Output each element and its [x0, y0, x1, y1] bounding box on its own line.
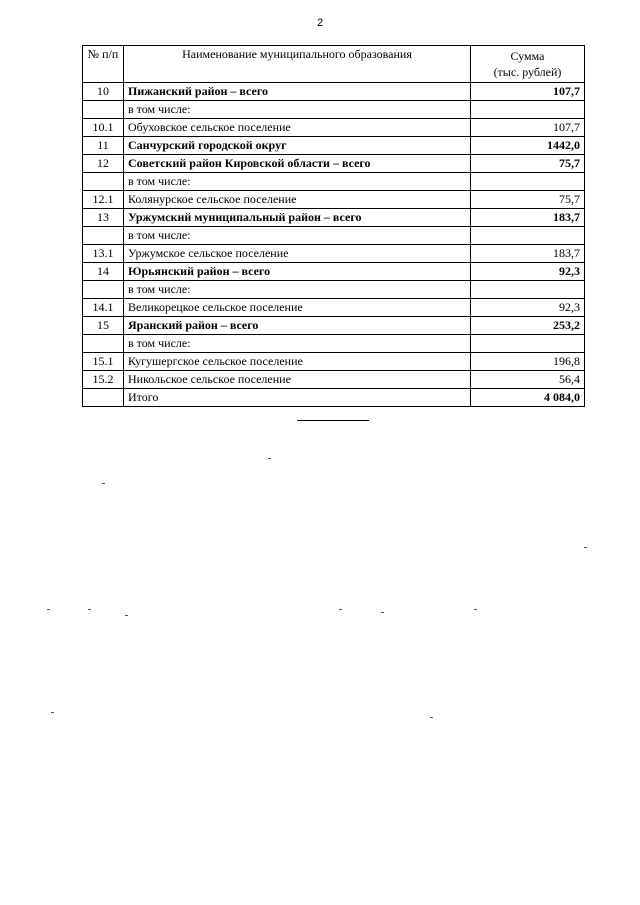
row-number: 13.1: [83, 245, 124, 263]
row-name: Колянурское сельское поселение: [124, 191, 471, 209]
scan-speck: [474, 609, 477, 610]
row-number: 15: [83, 317, 124, 335]
table-row: [83, 209, 585, 227]
column-header-sum-title: Сумма: [510, 49, 545, 63]
row-number: 14.1: [83, 299, 124, 317]
row-number: [83, 335, 124, 353]
table-row: [83, 227, 585, 245]
row-sum: 1442,0: [471, 137, 585, 155]
row-number: [83, 173, 124, 191]
row-number: 12: [83, 155, 124, 173]
budget-table: [82, 45, 585, 407]
row-name: Никольское сельское поселение: [124, 371, 471, 389]
row-name: Санчурский городской округ: [124, 137, 471, 155]
scan-speck: [88, 609, 91, 610]
scan-speck: [102, 483, 105, 484]
row-name: в том числе:: [124, 101, 471, 119]
table-row: [83, 371, 585, 389]
row-sum: 75,7: [471, 191, 585, 209]
table-row: [83, 101, 585, 119]
row-name: Уржумский муниципальный район – всего: [124, 209, 471, 227]
row-number: [83, 281, 124, 299]
row-sum: 253,2: [471, 317, 585, 335]
total-label: Итого: [124, 389, 471, 407]
row-name: Советский район Кировской области – всего: [124, 155, 471, 173]
row-number: 10: [83, 83, 124, 101]
row-name: Уржумское сельское поселение: [124, 245, 471, 263]
scan-speck: [47, 609, 50, 610]
table-row: [83, 245, 585, 263]
column-header-number: № п/п: [83, 46, 124, 83]
row-sum: 107,7: [471, 83, 585, 101]
total-number: [83, 389, 124, 407]
row-name: в том числе:: [124, 173, 471, 191]
row-sum: [471, 227, 585, 245]
row-sum: [471, 335, 585, 353]
table-row: [83, 281, 585, 299]
row-sum: 92,3: [471, 299, 585, 317]
scan-speck: [51, 712, 54, 713]
scan-speck: [268, 458, 271, 459]
row-sum: 183,7: [471, 209, 585, 227]
row-sum: 107,7: [471, 119, 585, 137]
column-header-name: Наименование муниципального образования: [124, 46, 471, 83]
row-name: Великорецкое сельское поселение: [124, 299, 471, 317]
row-sum: 56,4: [471, 371, 585, 389]
row-sum: [471, 281, 585, 299]
row-number: 12.1: [83, 191, 124, 209]
table-header: [83, 46, 585, 83]
total-row: [83, 389, 585, 407]
table-row: [83, 119, 585, 137]
table-header-row: [83, 46, 585, 83]
table-row: [83, 335, 585, 353]
table-row: [83, 137, 585, 155]
row-number: 11: [83, 137, 124, 155]
page-number: 2: [316, 17, 324, 29]
row-sum: 183,7: [471, 245, 585, 263]
scan-speck: [430, 717, 433, 718]
column-header-sum-unit: (тыс. рублей): [493, 65, 562, 79]
row-sum: 92,3: [471, 263, 585, 281]
table-row: [83, 353, 585, 371]
scan-speck: [339, 609, 342, 610]
row-name: Обуховское сельское поселение: [124, 119, 471, 137]
row-number: [83, 227, 124, 245]
row-number: 13: [83, 209, 124, 227]
row-sum: 75,7: [471, 155, 585, 173]
table-row: [83, 155, 585, 173]
row-number: 15.2: [83, 371, 124, 389]
row-name: в том числе:: [124, 335, 471, 353]
row-sum: [471, 173, 585, 191]
table-row: [83, 173, 585, 191]
table-row: [83, 263, 585, 281]
row-name: в том числе:: [124, 281, 471, 299]
end-divider-line: [297, 420, 369, 421]
row-name: Юрьянский район – всего: [124, 263, 471, 281]
row-name: Пижанский район – всего: [124, 83, 471, 101]
row-number: 14: [83, 263, 124, 281]
row-sum: 196,8: [471, 353, 585, 371]
row-number: [83, 101, 124, 119]
table-body: [83, 83, 585, 407]
row-number: 15.1: [83, 353, 124, 371]
row-name: Яранский район – всего: [124, 317, 471, 335]
row-sum: [471, 101, 585, 119]
column-header-sum: [471, 46, 585, 83]
row-name: в том числе:: [124, 227, 471, 245]
table-row: [83, 299, 585, 317]
table-row: [83, 317, 585, 335]
table-row: [83, 83, 585, 101]
row-number: 10.1: [83, 119, 124, 137]
scan-speck: [125, 615, 128, 616]
row-name: Кугушергское сельское поселение: [124, 353, 471, 371]
scan-speck: [584, 547, 587, 548]
scan-speck: [381, 612, 384, 613]
total-sum: 4 084,0: [471, 389, 585, 407]
table-row: [83, 191, 585, 209]
